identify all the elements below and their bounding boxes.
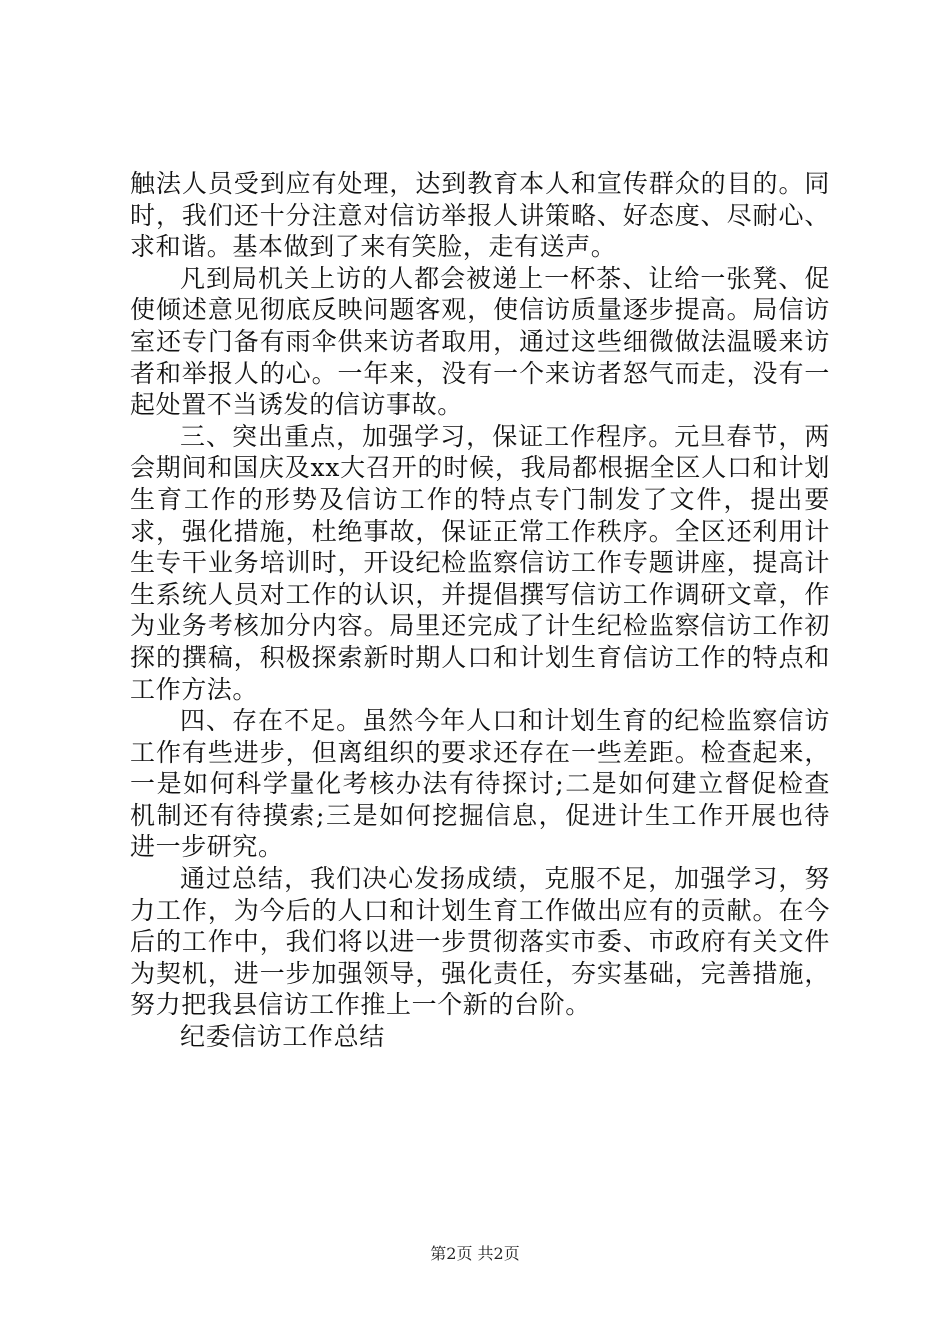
paragraph-section-three: 三、突出重点，加强学习，保证工作程序。元旦春节，两会期间和国庆及xx大召开的时候，我局都根据全区人口和计划生育工作的形势及信访工作的特点专门制发了文件，提出要求，强化措施，杜绝事故，保证正常工作秩序。全区还利用计生专干业务培训时，开设纪检监察信访工作专题讲座，提高计生系统人员对工作的认识，并提倡撰写信访工作调研文章，作为业务考核加分内容。局里还完成了计生纪检监察信访工作初探的撰稿，积极探索新时期人口和计划生育信访工作的特点和工作方法。 bbox=[130, 421, 830, 704]
paragraph-conclusion: 通过总结，我们决心发扬成绩，克服不足，加强学习，努力工作，为今后的人口和计划生育工作做出应有的贡献。在今后的工作中，我们将以进一步贯彻落实市委、市政府有关文件为契机，进一步加强领导，强化责任，夯实基础，完善措施，努力把我县信访工作推上一个新的台阶。 bbox=[130, 864, 830, 1020]
paragraph-section-four: 四、存在不足。虽然今年人口和计划生育的纪检监察信访工作有些进步，但离组织的要求还存在一些差距。检查起来，一是如何科学量化考核办法有待探讨;二是如何建立督促检查机制还有待摸索;三是如何挖掘信息，促进计生工作开展也待进一步研究。 bbox=[130, 706, 830, 862]
paragraph-continued: 触法人员受到应有处理，达到教育本人和宣传群众的目的。同时，我们还十分注意对信访举报人讲策略、好态度、尽耐心、求和谐。基本做到了来有笑脸，走有送声。 bbox=[130, 169, 830, 262]
document-body bbox=[130, 168, 830, 1053]
paragraph-reception: 凡到局机关上访的人都会被递上一杯茶、让给一张凳、促使倾述意见彻底反映问题客观，使信访质量逐步提高。局信访室还专门备有雨伞供来访者取用，通过这些细微做法温暖来访者和举报人的心。一年来，没有一个来访者怒气而走，没有一起处置不当诱发的信访事故。 bbox=[130, 263, 830, 420]
page-number-footer: 第2页 共2页 bbox=[430, 1244, 520, 1263]
paragraph-closing-title: 纪委信访工作总结 bbox=[180, 1022, 385, 1052]
